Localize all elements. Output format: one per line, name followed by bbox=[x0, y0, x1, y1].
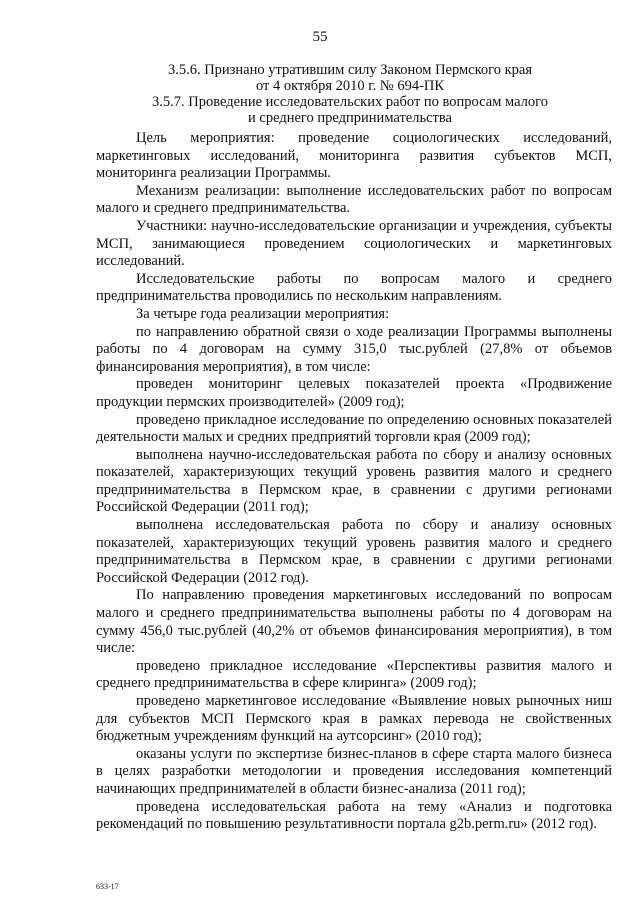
document-body bbox=[96, 130, 612, 834]
paragraph: по направлению обратной связи о ходе реализации Программы выполнены работы по 4 договорам на сумму 315,0 тыс.рублей (27,8% от объемов финансирования мероприятия), в том числе: bbox=[96, 323, 612, 375]
paragraph: проведено прикладное исследование по определению основных показателей деятельности малых и средних предприятий торговли края (2009 год); bbox=[96, 411, 612, 446]
footer-code: 633-17 bbox=[96, 882, 119, 891]
paragraph-participants: Участники: научно-исследовательские организации и учреждения, субъекты МСП, занимающиеся проведением социологических и маркетинговых исследований. bbox=[96, 217, 612, 270]
paragraph: проведено маркетинговое исследование «Выявление новых рыночных ниш для субъектов МСП Пермского края в рамках перевода не свойственных бюджетным учреждениям функций на аутсорсинг» (2010 год); bbox=[96, 693, 612, 745]
paragraph: По направлению проведения маркетинговых исследований по вопросам малого и среднего предпринимательства выполнены работы по 4 договорам на сумму 456,0 тыс.рублей (40,2% от объемов финансирования мероприятия), в том числе: bbox=[96, 587, 612, 657]
section-heading-3-5-7 bbox=[90, 94, 610, 126]
paragraph: За четыре года реализации мероприятия: bbox=[136, 305, 390, 322]
paragraph: оказаны услуги по экспертизе бизнес-планов в сфере старта малого бизнеса в целях разработки методологии и проведения исследования компетенций начинающих предпринимателей в области бизнес-анализа (2011 год); bbox=[96, 745, 612, 797]
heading-line: 3.5.6. Признано утратившим силу Законом Пермского края bbox=[167, 62, 533, 78]
paragraph: выполнена исследовательская работа по сбору и анализу основных показателей, характеризующих текущий уровень развития малого и среднего предпринимательства в Пермском крае, в сравнении с другими регионами Российской Федерации (2012 год). bbox=[96, 517, 612, 586]
paragraph-mechanism: Механизм реализации: выполнение исследовательских работ по вопросам малого и среднего предпринимательства. bbox=[96, 182, 612, 217]
paragraph-goal: Цель мероприятия: проведение социологических исследований, маркетинговых исследований, мониторинга развития субъектов МСП, мониторинга реализации Программы. bbox=[96, 130, 612, 182]
section-heading-3-5-6 bbox=[90, 62, 610, 94]
paragraph: проведено прикладное исследование «Перспективы развития малого и среднего предпринимательства в сфере клиринга» (2009 год); bbox=[96, 657, 612, 692]
heading-line: 3.5.7. Проведение исследовательских работ по вопросам малого bbox=[152, 94, 548, 110]
paragraph: проведен мониторинг целевых показателей проекта «Продвижение продукции пермских производителей» (2009 год); bbox=[96, 376, 612, 410]
paragraph: Исследовательские работы по вопросам малого и среднего предпринимательства проводились по нескольким направлениям. bbox=[96, 270, 612, 305]
paragraph: выполнена научно-исследовательская работа по сбору и анализу основных показателей, характеризующих текущий уровень развития малого и среднего предпринимательства в Пермском крае, в сравнении с другими регионами Российской Федерации (2011 год); bbox=[96, 446, 612, 516]
heading-line: от 4 октября 2010 г. № 694-ПК bbox=[255, 78, 445, 94]
heading-line: и среднего предпринимательства bbox=[248, 110, 452, 126]
page-number: 55 bbox=[312, 29, 328, 45]
paragraph: проведена исследовательская работа на тему «Анализ и подготовка рекомендаций по повышению результативности портала g2b.perm.ru» (2012 год). bbox=[96, 798, 612, 833]
